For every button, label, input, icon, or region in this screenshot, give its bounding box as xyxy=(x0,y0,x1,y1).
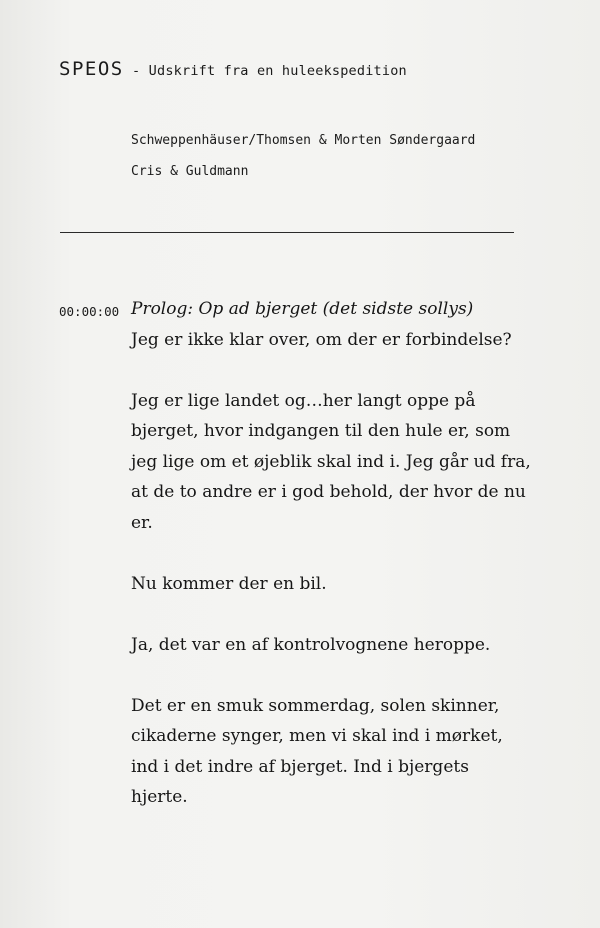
horizontal-divider xyxy=(60,232,514,233)
transcript-paragraph: Jeg er lige landet og…her langt oppe på bjerget, hvor indgangen til den hule er, som jeg lige om et øjeblik skal ind i. Jeg går ud fra, at de to andre er i god behold, der hvor de nu er. xyxy=(131,390,531,533)
author-line: Cris & Guldmann xyxy=(131,164,249,179)
document-title-line xyxy=(59,58,407,80)
section-timestamp: 00:00:00 xyxy=(59,304,120,319)
section-heading: Prolog: Op ad bjerget (det sidste sollys) xyxy=(131,299,474,319)
authors-block xyxy=(131,125,475,187)
transcript-paragraph: Nu kommer der en bil. xyxy=(131,573,327,594)
transcript-body xyxy=(131,294,531,813)
document-subtitle: - Udskrift fra en huleekspedition xyxy=(123,63,407,79)
transcript-paragraph: Ja, det var en af kontrolvognene heroppe. xyxy=(131,634,491,655)
transcript-paragraph: Jeg er ikke klar over, om der er forbindelse? xyxy=(131,329,512,350)
document-title: SPEOS xyxy=(59,58,124,80)
transcript-paragraph: Det er en smuk sommerdag, solen skinner, cikaderne synger, men vi skal ind i mørket, ind i det indre af bjerget. Ind i bjergets hjerte. xyxy=(131,695,503,807)
author-line: Schweppenhäuser/Thomsen & Morten Søndergaard xyxy=(131,133,476,148)
